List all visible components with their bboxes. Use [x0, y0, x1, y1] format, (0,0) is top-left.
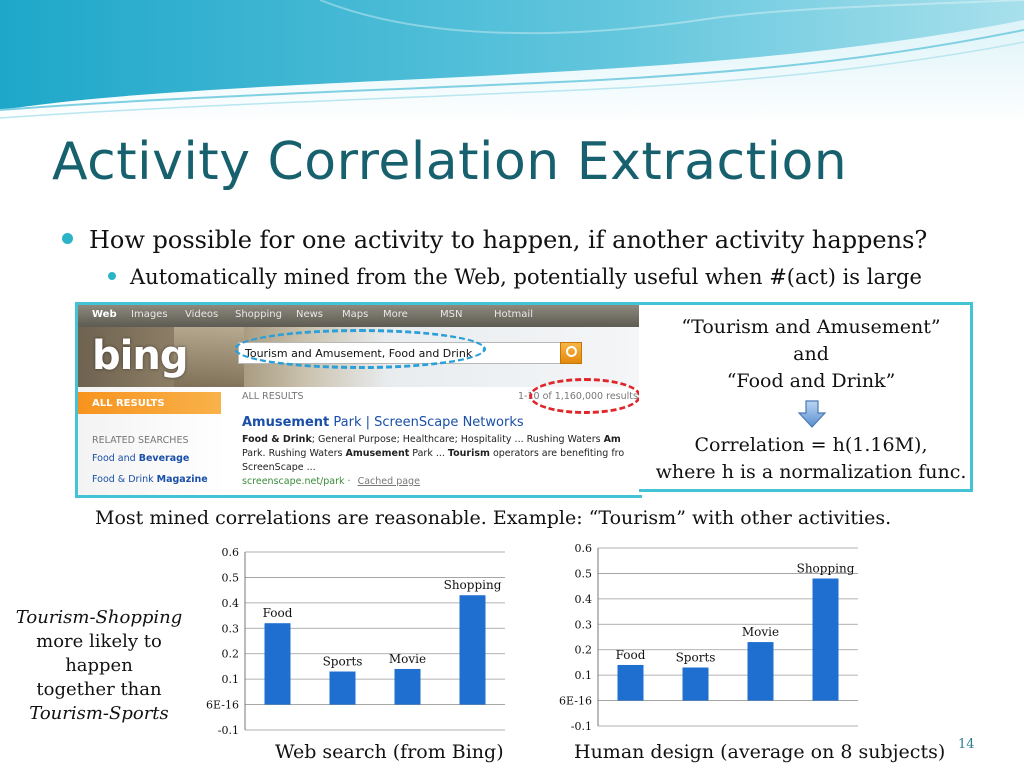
bar-label: Movie: [388, 651, 427, 666]
nav-videos: Videos: [185, 309, 219, 320]
result-url: screenscape.net/park · Cached page: [242, 476, 420, 487]
side-line-3: “Food and Drink”: [726, 370, 896, 392]
y-tick-label: 6E-16: [559, 694, 592, 708]
nav-web: Web: [92, 309, 117, 320]
bar-label: Food: [615, 647, 646, 662]
bullet-dot-icon: [62, 233, 73, 244]
nav-shopping: Shopping: [235, 309, 282, 320]
bar-food: [265, 623, 291, 704]
bullet-level2: [108, 265, 922, 289]
bar-shopping: [813, 579, 839, 701]
all-results-header: ALL RESULTS: [242, 391, 304, 402]
y-tick-label: 0.6: [574, 542, 592, 555]
note-line-1: Tourism-Shopping: [15, 607, 183, 628]
bar-label: Food: [262, 606, 293, 621]
down-arrow-icon: [798, 400, 826, 428]
bar-sports: [683, 668, 709, 701]
chart1-caption: Web search (from Bing): [275, 741, 504, 763]
nav-maps: Maps: [342, 309, 369, 320]
y-tick-label: 0.5: [574, 567, 592, 581]
nav-msn: MSN: [440, 309, 463, 320]
query-highlight-ellipse: [234, 329, 486, 369]
chart2-caption: Human design (average on 8 subjects): [574, 741, 946, 763]
side-line-1: “Tourism and Amusement”: [681, 316, 941, 338]
slide-title: Activity Correlation Extraction: [52, 132, 848, 192]
bing-logo: bing: [92, 333, 188, 379]
bar-shopping: [460, 595, 486, 704]
y-tick-label: 6E-16: [206, 698, 239, 712]
y-tick-label: 0.3: [574, 618, 592, 632]
bullet1-text: How possible for one activity to happen, if another activity happens?: [89, 226, 928, 254]
y-tick-label: 0.6: [221, 546, 239, 559]
bar-label: Shopping: [796, 561, 855, 576]
bar-movie: [748, 642, 774, 700]
search-icon: [560, 342, 582, 364]
nav-more: More: [383, 309, 408, 320]
bar-label: Sports: [675, 650, 716, 665]
note-line-3: together than: [36, 679, 162, 700]
y-tick-label: 0.2: [221, 647, 239, 661]
nav-news: News: [296, 309, 324, 320]
nav-images: Images: [131, 309, 168, 320]
side-note: [4, 606, 194, 726]
y-tick-label: -0.1: [570, 720, 592, 733]
bullet-level1: [62, 226, 927, 254]
result-count: 1-10 of 1,160,000 results: [518, 391, 638, 402]
bar-label: Shopping: [443, 578, 502, 593]
y-tick-label: 0.4: [221, 596, 239, 610]
result-title: Amusement Park | ScreenScape Networks: [242, 415, 524, 430]
y-tick-label: -0.1: [217, 724, 239, 737]
bar-sports: [330, 672, 356, 705]
y-tick-label: 0.1: [221, 673, 239, 687]
note-line-4: Tourism-Sports: [29, 703, 169, 724]
y-tick-label: 0.1: [574, 669, 592, 683]
bullet2-text: Automatically mined from the Web, potentially useful when #(act) is large: [130, 265, 922, 289]
y-tick-label: 0.2: [574, 643, 592, 657]
bing-bar-chart: [195, 540, 515, 740]
bing-search-input: Tourism and Amusement, Food and Drink: [238, 342, 566, 364]
header-wave-decoration: [0, 0, 1024, 125]
nav-hotmail: Hotmail: [494, 309, 533, 320]
result-description: Food & Drink; General Purpose; Healthcare; Hospitality ... Rushing Waters Am Park. Rushing Waters Amusement Park ... Tourism operators are benefiting fro ScreenScape ...: [242, 434, 625, 473]
bar-food: [618, 665, 644, 701]
cached-page-link: Cached page: [357, 476, 420, 487]
bar-label: Sports: [322, 654, 363, 669]
bar-movie: [395, 669, 421, 705]
y-tick-label: 0.3: [221, 622, 239, 636]
related-searches-heading: RELATED SEARCHES: [92, 435, 189, 446]
note-line-2: more likely to happen: [36, 631, 162, 676]
side-line-2: and: [793, 343, 829, 365]
human-bar-chart: [540, 536, 860, 736]
caption-text: Most mined correlations are reasonable. Example: “Tourism” with other activities.: [95, 507, 892, 529]
bing-nav-bar: [78, 305, 642, 327]
count-highlight-ellipse: [529, 378, 641, 414]
all-results-tab: ALL RESULTS: [78, 392, 221, 414]
bullet-dot-icon: [108, 272, 116, 280]
y-tick-label: 0.4: [574, 592, 592, 606]
related-link-1: Food and Beverage: [92, 453, 190, 464]
y-tick-label: 0.5: [221, 571, 239, 585]
page-number: 14: [958, 737, 975, 752]
related-link-2: Food & Drink Magazine: [92, 474, 208, 485]
side-line-4: Correlation = h(1.16M),: [694, 434, 928, 456]
side-line-5: where h is a normalization func.: [655, 461, 967, 483]
bar-label: Movie: [741, 625, 780, 640]
